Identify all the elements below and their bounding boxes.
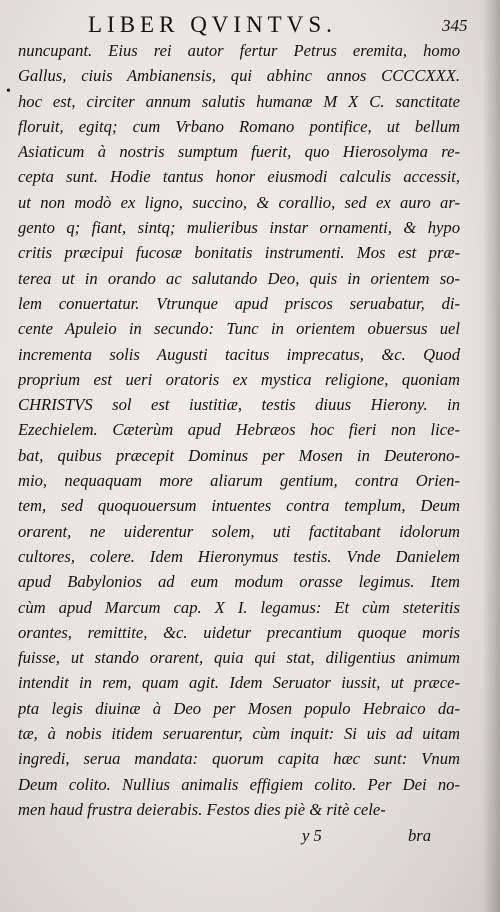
text-line: proprium est ueri oratoris ex mystica religione, quoniam <box>18 369 460 389</box>
text-line: CHRISTVS sol est iustitiæ, testis diuus Hierony. in <box>18 395 460 415</box>
text-line: intendit in rem, quam agit. Idem Seruator iussit, ut præce- <box>18 673 460 693</box>
text-line: gento q; fiant, sintq; mulieribus instar ornamenti, & hypo <box>18 218 460 238</box>
text-line: ut non modò ex ligno, succino, & corallio, sed ex auro ar- <box>18 192 460 212</box>
text-line: tæ, à nobis itidem seruarentur, cùm inquit: Si uis ad uitam <box>18 724 460 744</box>
text-line: Gallus, ciuis Ambianensis, qui abhinc annos CCCCXXX. <box>18 66 460 86</box>
text-line: terea ut in orando ac salutando Deo, quis in orientem so- <box>18 268 460 288</box>
text-line: ingredi, serua mandata: quorum capita hæc sunt: Vnum <box>18 749 460 769</box>
page-number: 345 <box>442 16 468 35</box>
text-line: Asiaticum à nostris sumptum fuerit, quo Hierosolyma re- <box>18 142 460 162</box>
margin-mark: • <box>6 84 11 99</box>
text-line: mio, nequaquam more aliarum gentium, contra Orien- <box>18 471 460 491</box>
gutter-shadow <box>482 0 500 912</box>
text-line: tem, sed quoquouersum intuentes contra templum, Deum <box>18 496 460 516</box>
body-text <box>18 38 460 822</box>
catchword: bra <box>408 826 432 845</box>
text-line: cultores, colere. Idem Hieronymus testis. Vnde Danielem <box>18 546 460 566</box>
text-line: Deum colito. Nullius animalis effigiem colito. Per Dei no- <box>18 774 460 794</box>
text-line: fuisse, ut stando orarent, quia qui stat, diligentius animum <box>18 648 460 668</box>
text-line: apud Babylonios ad eum modum orasse legimus. Item <box>18 572 460 592</box>
text-line: critis præcipui fucosæ bonitatis instrumenti. Mos est præ- <box>18 243 460 263</box>
text-line: cepta sunt. Hodie tantus honor eiusmodi calculis accessit, <box>18 167 460 187</box>
text-line: cente Apuleio in secundo: Tunc in orientem obuersus uel <box>18 319 460 339</box>
text-line: Ezechielem. Cæterùm apud Hebræos hoc fieri non lice- <box>18 420 460 440</box>
running-title: LIBER QVINTVS. <box>88 12 337 37</box>
text-line: pta legis diuinæ à Deo per Mosen populo Hebraico da- <box>18 698 460 718</box>
text-line: incrementa solis Augusti tacitus imprecatus, &c. Quod <box>18 344 460 364</box>
text-line: hoc est, circiter annum salutis humanæ M X C. sanctitate <box>18 91 460 111</box>
text-line: orantes, remittite, &c. uidetur precantium quoque moris <box>18 622 460 642</box>
text-line: cùm apud Marcum cap. X I. legamus: Et cùm steteritis <box>18 597 460 617</box>
text-line: lem conuertatur. Vtrunque apud priscos seruabatur, di- <box>18 293 460 313</box>
text-line: nuncupant. Eius rei autor fertur Petrus eremita, homo <box>18 41 460 60</box>
text-line: orarent, ne uiderentur solem, uti factitabant idolorum <box>18 521 460 541</box>
signature-mark: y 5 <box>302 826 322 845</box>
text-line: bat, quibus præcepit Dominus per Mosen in Deuterono- <box>18 445 460 465</box>
text-line: men haud frustra deierabis. Festos dies piè & ritè cele- <box>18 799 386 819</box>
text-line: floruit, egitq; cum Vrbano Romano pontifice, ut bellum <box>18 116 460 136</box>
